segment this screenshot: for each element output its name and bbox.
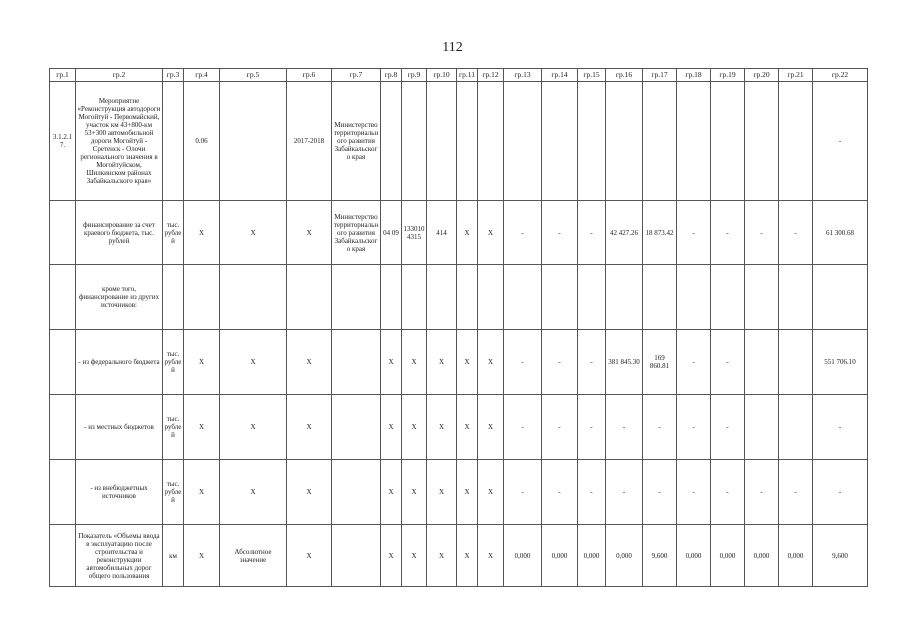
header-cell: гр.18 xyxy=(677,69,711,82)
table-cell xyxy=(332,330,381,395)
table-cell: - xyxy=(643,460,677,525)
table-cell: 133010 4315 xyxy=(402,201,427,265)
table-cell: - xyxy=(813,460,868,525)
table-cell: Х xyxy=(427,460,457,525)
table-cell: Х xyxy=(381,525,402,587)
table-cell: Х xyxy=(478,201,504,265)
header-row xyxy=(50,69,868,82)
table-cell: км xyxy=(163,525,184,587)
table-cell xyxy=(332,460,381,525)
table-cell: Абсолютное значение xyxy=(220,525,287,587)
table-cell xyxy=(504,265,542,330)
table-cell: 381 845.30 xyxy=(606,330,643,395)
table-cell: 169 860.81 xyxy=(643,330,677,395)
table-cell: 9,600 xyxy=(813,525,868,587)
table-cell xyxy=(504,82,542,201)
table-cell xyxy=(578,265,606,330)
table-cell: - xyxy=(578,330,606,395)
header-cell: гр.19 xyxy=(711,69,745,82)
table-cell xyxy=(779,265,813,330)
table-cell xyxy=(332,395,381,460)
table-cell: 9,600 xyxy=(643,525,677,587)
table-cell xyxy=(606,265,643,330)
table-cell: Х xyxy=(184,330,220,395)
table-cell: Х xyxy=(220,460,287,525)
table-cell: - xyxy=(504,460,542,525)
table-cell xyxy=(332,265,381,330)
table-cell: Мероприятие «Реконструкция автодороги Могойтуй - Первомайский, участок км 43+800-км 53+300 автомобильной дороги Могойтуй - Сретенск - Олочи регионального значения в Могойтуйском, Шилкинском районах Забайкальского края» xyxy=(76,82,163,201)
table-cell xyxy=(50,525,76,587)
table-cell xyxy=(381,265,402,330)
table-cell: Х xyxy=(457,460,478,525)
table-cell: 0,000 xyxy=(542,525,578,587)
table-cell: тыс. рублей xyxy=(163,395,184,460)
table-cell: Х xyxy=(402,330,427,395)
table-cell: 0,000 xyxy=(504,525,542,587)
table-cell xyxy=(643,265,677,330)
table-cell: - xyxy=(745,460,779,525)
table-cell: 04 09 xyxy=(381,201,402,265)
table-cell: тыс. рублей xyxy=(163,330,184,395)
header-cell: гр.3 xyxy=(163,69,184,82)
table-cell: - xyxy=(779,460,813,525)
table-row xyxy=(50,265,868,330)
table-cell xyxy=(542,82,578,201)
table-row xyxy=(50,395,868,460)
table-cell: - xyxy=(504,395,542,460)
table-cell xyxy=(578,82,606,201)
header-cell: гр.4 xyxy=(184,69,220,82)
table-cell: Х xyxy=(287,201,332,265)
table-cell: - xyxy=(606,395,643,460)
table-cell: - xyxy=(711,460,745,525)
header-cell: гр.9 xyxy=(402,69,427,82)
table-cell: тыс. рублей xyxy=(163,460,184,525)
table-cell xyxy=(745,265,779,330)
table-cell: 0,000 xyxy=(606,525,643,587)
table-cell: 0,000 xyxy=(745,525,779,587)
table-cell xyxy=(677,265,711,330)
table-cell xyxy=(745,82,779,201)
table-cell: - xyxy=(711,330,745,395)
table-cell: - xyxy=(542,330,578,395)
data-table xyxy=(49,68,868,587)
table-cell: Х xyxy=(220,395,287,460)
table-cell xyxy=(457,82,478,201)
table-cell xyxy=(220,82,287,201)
table-cell: Х xyxy=(184,395,220,460)
header-cell: гр.22 xyxy=(813,69,868,82)
table-cell: Х xyxy=(287,395,332,460)
table-cell: Х xyxy=(381,330,402,395)
table-cell: Х xyxy=(478,525,504,587)
table-cell: - xyxy=(504,330,542,395)
table-cell: финансирование за счет краевого бюджета, тыс. рублей xyxy=(76,201,163,265)
header-cell: гр.16 xyxy=(606,69,643,82)
table-cell: - xyxy=(677,201,711,265)
table-cell xyxy=(163,82,184,201)
table-cell xyxy=(779,395,813,460)
table-cell xyxy=(50,395,76,460)
table-cell: 3.1.2.1 7. xyxy=(50,82,76,201)
header-cell: гр.8 xyxy=(381,69,402,82)
table-cell: Х xyxy=(287,330,332,395)
table-cell: Х xyxy=(478,460,504,525)
table-cell: Х xyxy=(457,395,478,460)
table-cell: - xyxy=(711,395,745,460)
table-cell: Показатель «Объемы ввода в эксплуатацию после строительства и реконструкции автомобильных дорог общего пользования xyxy=(76,525,163,587)
table-cell xyxy=(813,265,868,330)
table-cell xyxy=(745,330,779,395)
table-cell: - xyxy=(677,395,711,460)
table-cell: - из федерального бюджета xyxy=(76,330,163,395)
table-row xyxy=(50,82,868,201)
table-cell: Х xyxy=(478,330,504,395)
table-cell xyxy=(50,330,76,395)
table-cell xyxy=(779,330,813,395)
table-cell: - xyxy=(542,395,578,460)
table-cell: Х xyxy=(427,395,457,460)
table-cell xyxy=(478,265,504,330)
table-row xyxy=(50,460,868,525)
table-cell xyxy=(711,82,745,201)
table-row xyxy=(50,201,868,265)
table-cell: Х xyxy=(427,330,457,395)
header-cell: гр.1 xyxy=(50,69,76,82)
table-cell: кроме того, финансирование из других источников: xyxy=(76,265,163,330)
table-cell: 18 873.42 xyxy=(643,201,677,265)
table-cell xyxy=(427,265,457,330)
table-cell: - xyxy=(643,395,677,460)
table-cell: 0,000 xyxy=(578,525,606,587)
header-cell: гр.5 xyxy=(220,69,287,82)
table-cell: Х xyxy=(402,460,427,525)
table-cell: Х xyxy=(381,395,402,460)
table-cell xyxy=(50,265,76,330)
header-cell: гр.11 xyxy=(457,69,478,82)
table-cell: Министерство территориального развития Забайкальского края xyxy=(332,82,381,201)
table-cell: - xyxy=(578,201,606,265)
table-cell xyxy=(332,525,381,587)
table-cell: Х xyxy=(220,330,287,395)
table-cell xyxy=(745,395,779,460)
table-cell: Х xyxy=(427,525,457,587)
table-cell xyxy=(402,82,427,201)
table-cell: 2017-2018 xyxy=(287,82,332,201)
table-cell xyxy=(478,82,504,201)
table-cell xyxy=(643,82,677,201)
table-cell: 551 706.10 xyxy=(813,330,868,395)
table-cell: 0,000 xyxy=(677,525,711,587)
header-cell: гр.21 xyxy=(779,69,813,82)
table-cell: 0,000 xyxy=(711,525,745,587)
table-cell xyxy=(402,265,427,330)
table-cell: 0.06 xyxy=(184,82,220,201)
table-cell: - xyxy=(504,201,542,265)
table-cell: Х xyxy=(457,525,478,587)
table-cell xyxy=(606,82,643,201)
table-cell: - xyxy=(677,330,711,395)
table-cell: - xyxy=(711,201,745,265)
table-cell xyxy=(163,265,184,330)
table-row xyxy=(50,525,868,587)
table-cell xyxy=(677,82,711,201)
table-cell: - из местных бюджетов xyxy=(76,395,163,460)
table-cell xyxy=(287,265,332,330)
table-cell xyxy=(220,265,287,330)
table-cell: Х xyxy=(287,525,332,587)
table-cell xyxy=(50,460,76,525)
table-cell xyxy=(427,82,457,201)
table-cell: - xyxy=(578,460,606,525)
table-cell: - xyxy=(813,82,868,201)
table-cell xyxy=(381,82,402,201)
header-cell: гр.10 xyxy=(427,69,457,82)
table-cell xyxy=(711,265,745,330)
table-cell: 61 300.68 xyxy=(813,201,868,265)
table-cell: - xyxy=(745,201,779,265)
page-number: 112 xyxy=(442,40,463,55)
table-cell: Х xyxy=(478,395,504,460)
table-cell: - xyxy=(677,460,711,525)
table-cell: 414 xyxy=(427,201,457,265)
table-cell: Х xyxy=(402,525,427,587)
table-cell: 42 427.26 xyxy=(606,201,643,265)
header-cell: гр.6 xyxy=(287,69,332,82)
table-cell: - xyxy=(542,201,578,265)
table-cell: Х xyxy=(220,201,287,265)
table-cell: тыс. рублей xyxy=(163,201,184,265)
table-cell: - из внебюджетных источников xyxy=(76,460,163,525)
table-cell: - xyxy=(779,201,813,265)
header-cell: гр.14 xyxy=(542,69,578,82)
table-cell: - xyxy=(542,460,578,525)
header-cell: гр.13 xyxy=(504,69,542,82)
header-cell: гр.20 xyxy=(745,69,779,82)
table-cell xyxy=(779,82,813,201)
table-cell: - xyxy=(813,395,868,460)
table-cell: Х xyxy=(381,460,402,525)
header-cell: гр.15 xyxy=(578,69,606,82)
table-cell: Министерство территориального развития Забайкальского края xyxy=(332,201,381,265)
table-cell: 0,000 xyxy=(779,525,813,587)
table-row xyxy=(50,330,868,395)
table-cell xyxy=(457,265,478,330)
table-cell: Х xyxy=(457,201,478,265)
table-cell: - xyxy=(606,460,643,525)
table-cell: Х xyxy=(184,525,220,587)
table-cell xyxy=(184,265,220,330)
table-cell: Х xyxy=(287,460,332,525)
table-cell: Х xyxy=(184,460,220,525)
header-cell: гр.2 xyxy=(76,69,163,82)
header-cell: гр.7 xyxy=(332,69,381,82)
header-cell: гр.12 xyxy=(478,69,504,82)
header-cell: гр.17 xyxy=(643,69,677,82)
table-cell xyxy=(50,201,76,265)
table-cell: Х xyxy=(402,395,427,460)
table-cell xyxy=(542,265,578,330)
table-cell: Х xyxy=(457,330,478,395)
table-cell: - xyxy=(578,395,606,460)
table-cell: Х xyxy=(184,201,220,265)
